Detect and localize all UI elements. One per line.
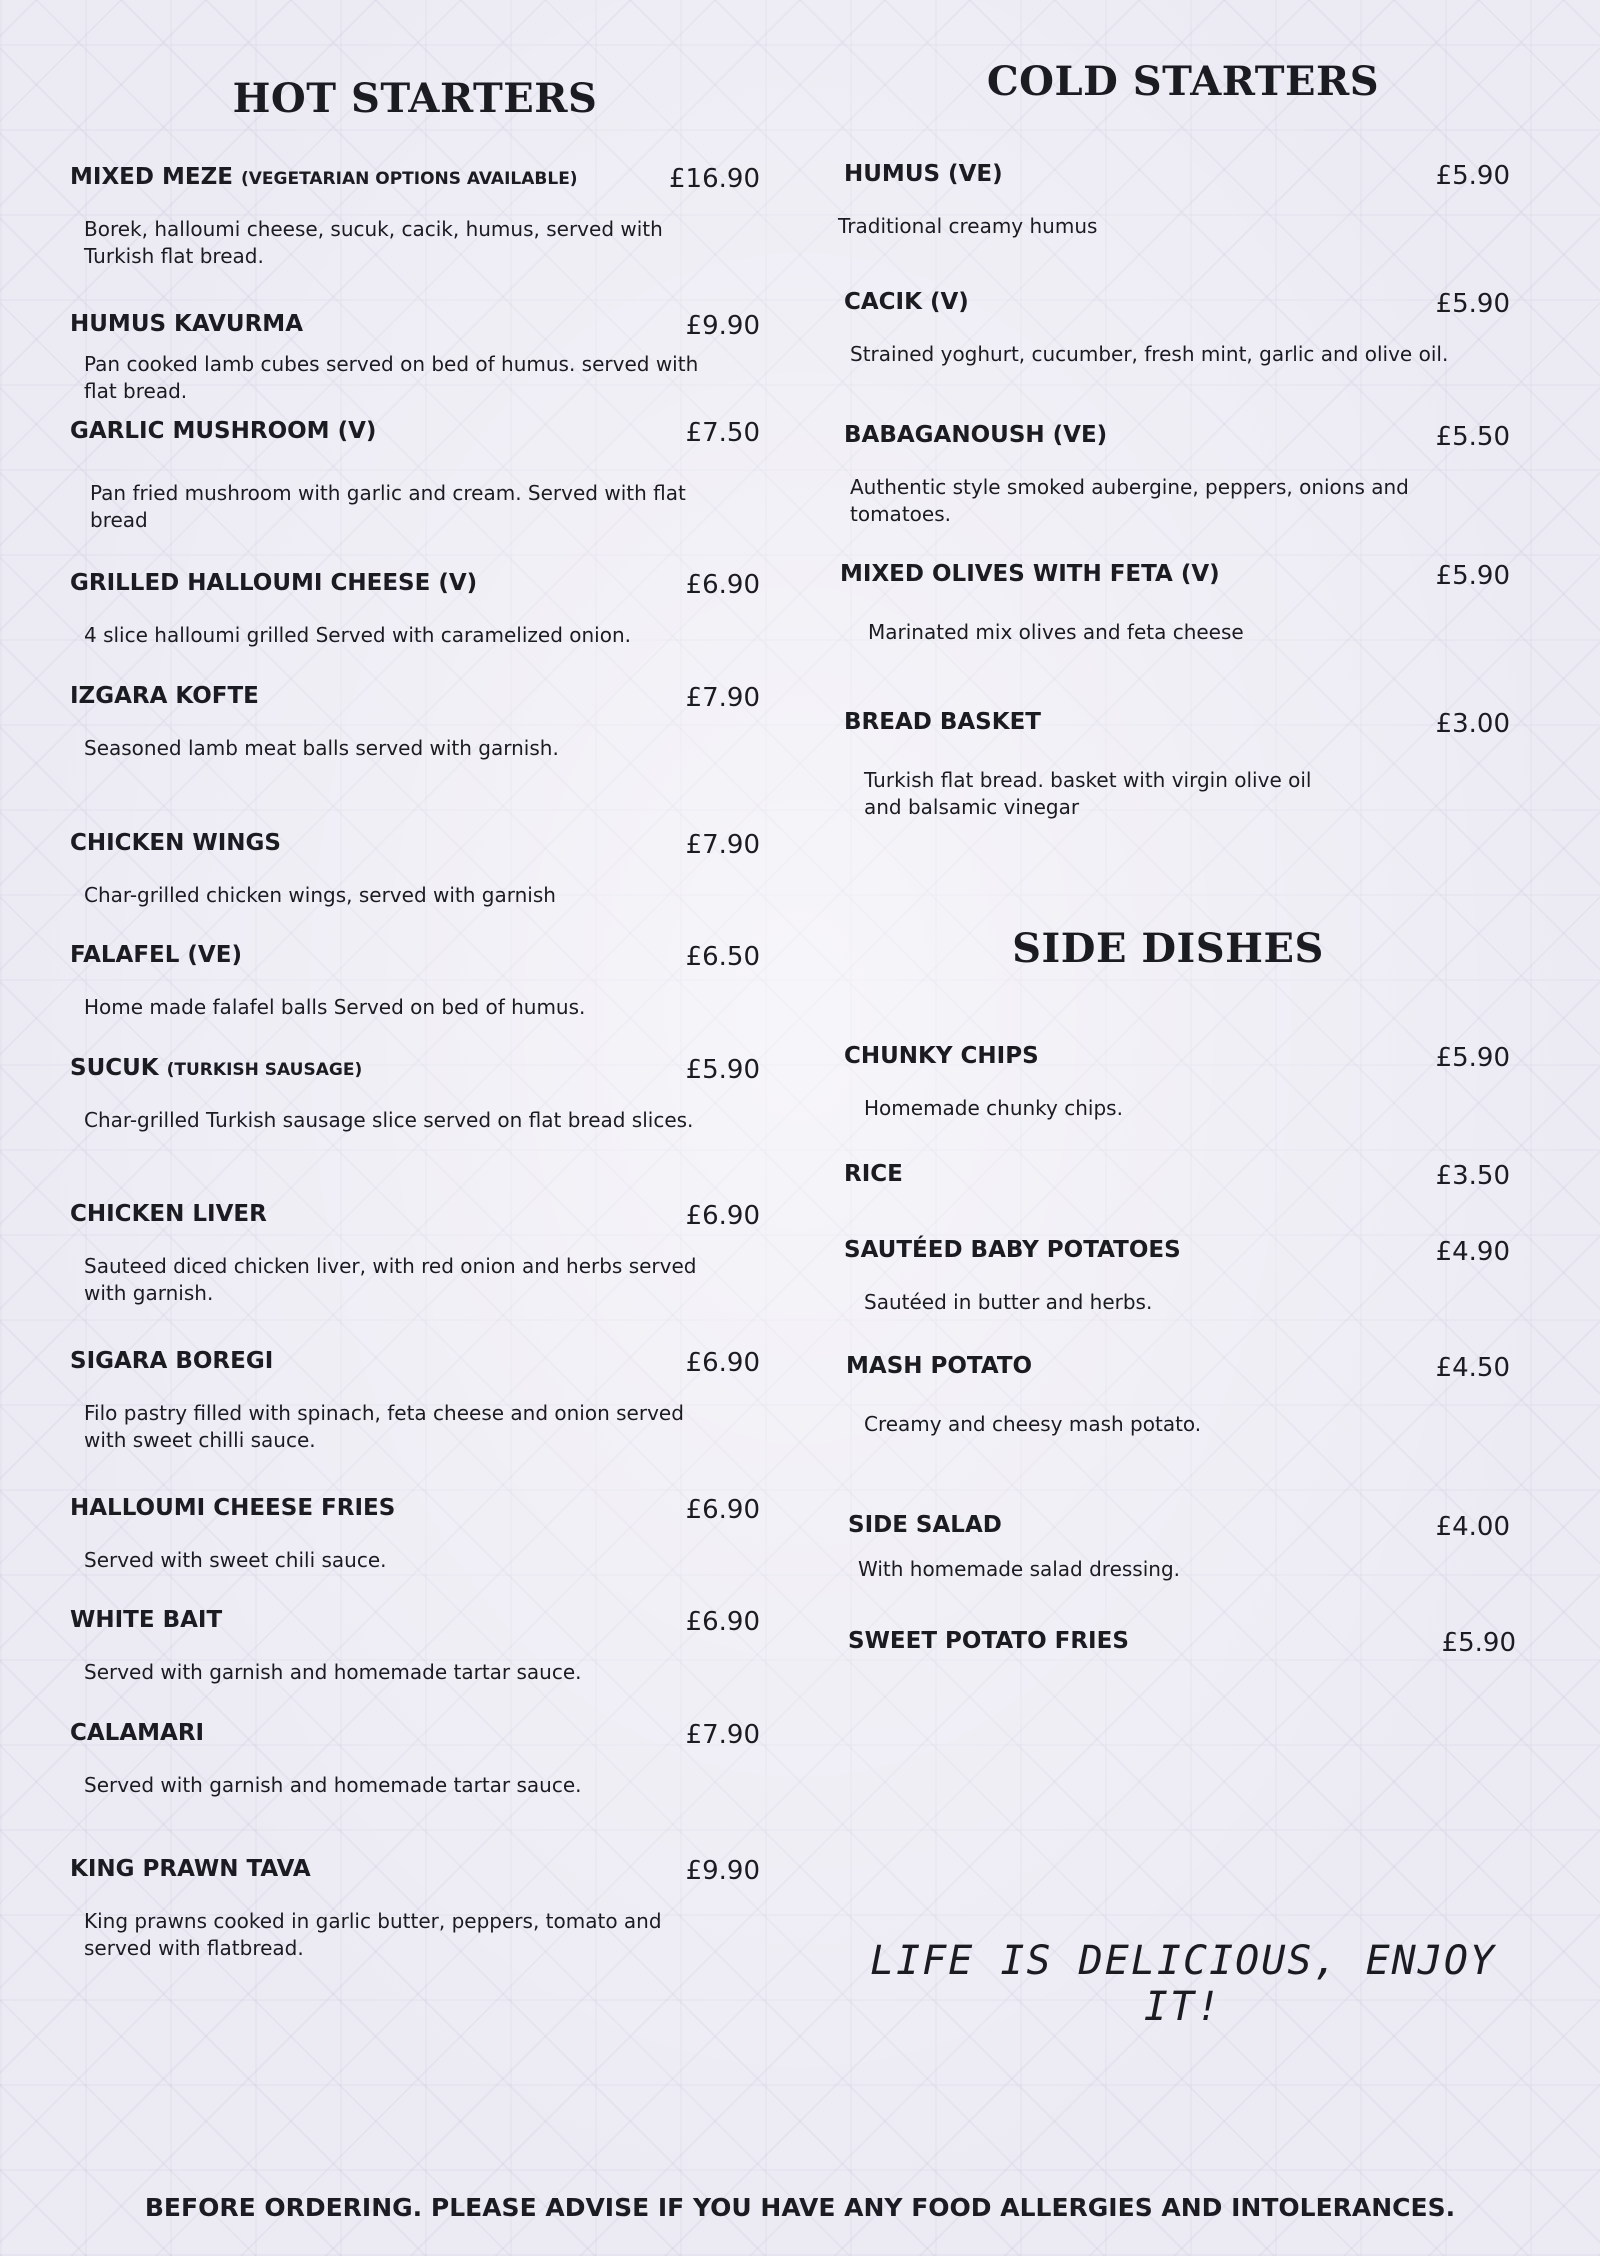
item-name: CALAMARI: [70, 1720, 205, 1746]
item-name: MASH POTATO: [846, 1353, 1033, 1379]
item-name: CHICKEN LIVER: [70, 1201, 267, 1227]
item-name: FALAFEL (VE): [70, 942, 242, 968]
item-price: £9.90: [685, 1856, 760, 1886]
item-name: SWEET POTATO FRIES: [848, 1628, 1129, 1654]
item-description: Authentic style smoked aubergine, peppers, onions and tomatoes.: [850, 475, 1409, 526]
allergy-notice: BEFORE ORDERING. PLEASE ADVISE IF YOU HAVE ANY FOOD ALLERGIES AND INTOLERANCES.: [144, 2193, 1456, 2222]
item-price: £6.90: [685, 1495, 760, 1525]
item-description: Served with garnish and homemade tartar sauce.: [84, 1773, 582, 1797]
item-name: WHITE BAIT: [70, 1607, 223, 1633]
item-description: 4 slice halloumi grilled Served with caramelized onion.: [84, 623, 632, 647]
menu-item-cacik: [838, 289, 1528, 368]
item-price: £7.90: [685, 1720, 760, 1750]
menu-item-izgara-kofte: [70, 683, 760, 762]
menu-item-side-salad: [838, 1512, 1528, 1583]
item-price: £7.50: [685, 418, 760, 448]
item-description: With homemade salad dressing.: [858, 1557, 1181, 1581]
menu-item-mash-potato: [838, 1353, 1528, 1438]
hot-starters-title: HOT STARTERS: [232, 75, 598, 122]
menu-item-calamari: [70, 1720, 760, 1799]
item-price: £5.90: [685, 1055, 760, 1085]
item-price: £5.90: [1435, 561, 1510, 591]
item-price: £5.50: [1435, 422, 1510, 452]
item-description: Home made falafel balls Served on bed of humus.: [84, 995, 586, 1019]
tagline: LIFE IS DELICIOUS, ENJOY IT!: [870, 1938, 1496, 2030]
item-description: Char-grilled Turkish sausage slice served on flat bread slices.: [84, 1108, 694, 1132]
menu-item-sauteed-baby-potatoes: [838, 1237, 1528, 1316]
menu-item-mixed-olives: [838, 561, 1528, 646]
item-price: £7.90: [685, 830, 760, 860]
item-price: £6.90: [685, 1607, 760, 1637]
item-description: Homemade chunky chips.: [864, 1096, 1123, 1120]
item-description: Marinated mix olives and feta cheese: [868, 620, 1244, 644]
item-price: £5.90: [1435, 161, 1510, 191]
item-description: Filo pastry filled with spinach, feta cheese and onion served with sweet chilli sauce.: [84, 1401, 684, 1452]
menu-item-garlic-mushroom: [70, 418, 760, 534]
menu-item-sigara-boregi: [70, 1348, 760, 1454]
item-description: Sautéed in butter and herbs.: [864, 1290, 1153, 1314]
menu-item-rice: [838, 1161, 1528, 1201]
menu-item-humus-kavurma: [70, 311, 760, 405]
item-description: King prawns cooked in garlic butter, peppers, tomato and served with flatbread.: [84, 1909, 662, 1960]
item-name: CHICKEN WINGS: [70, 830, 281, 856]
menu-item-sweet-potato-fries: [838, 1628, 1528, 1668]
item-name: CACIK (V): [844, 289, 969, 315]
item-name: SAUTÉED BABY POTATOES: [844, 1237, 1181, 1263]
menu-item-king-prawn-tava: [70, 1856, 760, 1962]
item-description: Borek, halloumi cheese, sucuk, cacik, humus, served with Turkish flat bread.: [84, 217, 663, 268]
menu-item-babaganoush: [838, 422, 1528, 528]
menu-item-falafel: [70, 942, 760, 1021]
item-name: MIXED OLIVES WITH FETA (V): [840, 561, 1220, 587]
item-price: £5.90: [1435, 289, 1510, 319]
item-description: Sauteed diced chicken liver, with red onion and herbs served with garnish.: [84, 1254, 697, 1305]
item-description: Char-grilled chicken wings, served with garnish: [84, 883, 556, 907]
side-dishes-title: SIDE DISHES: [1012, 925, 1324, 972]
menu-item-mixed-meze: [70, 164, 760, 270]
item-name: HUMUS KAVURMA: [70, 311, 303, 337]
item-name: GARLIC MUSHROOM (V): [70, 418, 377, 444]
menu-item-bread-basket: [838, 709, 1528, 821]
item-price: £6.90: [685, 1201, 760, 1231]
item-name: IZGARA KOFTE: [70, 683, 259, 709]
item-description: Pan cooked lamb cubes served on bed of humus. served with flat bread.: [84, 352, 699, 403]
menu-item-chicken-liver: [70, 1201, 760, 1307]
menu-item-halloumi-fries: [70, 1495, 760, 1574]
item-name: SIDE SALAD: [848, 1512, 1002, 1538]
item-name: RICE: [844, 1161, 903, 1187]
item-name: CHUNKY CHIPS: [844, 1043, 1039, 1069]
item-name: HUMUS (VE): [844, 161, 1003, 187]
item-description: Served with sweet chili sauce.: [84, 1548, 387, 1572]
menu-item-grilled-halloumi: [70, 570, 760, 649]
item-price: £4.90: [1435, 1237, 1510, 1267]
item-price: £4.00: [1435, 1512, 1510, 1542]
item-description: Strained yoghurt, cucumber, fresh mint, garlic and olive oil.: [850, 342, 1449, 366]
item-price: £5.90: [1435, 1043, 1510, 1073]
item-price: £5.90: [1441, 1628, 1516, 1658]
item-price: £7.90: [685, 683, 760, 713]
menu-item-sucuk: [70, 1055, 760, 1134]
item-price: £3.00: [1435, 709, 1510, 739]
item-description: Seasoned lamb meat balls served with garnish.: [84, 736, 559, 760]
item-price: £9.90: [685, 311, 760, 341]
item-name: MIXED MEZE (VEGETARIAN OPTIONS AVAILABLE): [70, 164, 578, 190]
menu-item-chicken-wings: [70, 830, 760, 909]
item-name: BABAGANOUSH (VE): [844, 422, 1108, 448]
item-name: KING PRAWN TAVA: [70, 1856, 311, 1882]
menu-item-humus: [838, 161, 1528, 240]
cold-starters-title: COLD STARTERS: [986, 58, 1380, 105]
item-name: SIGARA BOREGI: [70, 1348, 274, 1374]
item-description: Traditional creamy humus: [838, 214, 1098, 238]
item-price: £6.90: [685, 1348, 760, 1378]
item-description: Pan fried mushroom with garlic and cream. Served with flat bread: [90, 481, 686, 532]
item-description: Served with garnish and homemade tartar sauce.: [84, 1660, 582, 1684]
item-price: £6.90: [685, 570, 760, 600]
item-description: Creamy and cheesy mash potato.: [864, 1412, 1202, 1436]
menu-item-white-bait: [70, 1607, 760, 1686]
item-name: GRILLED HALLOUMI CHEESE (V): [70, 570, 478, 596]
item-price: £6.50: [685, 942, 760, 972]
item-price: £3.50: [1435, 1161, 1510, 1191]
item-description: Turkish flat bread. basket with virgin olive oil and balsamic vinegar: [864, 768, 1312, 819]
item-price: £4.50: [1435, 1353, 1510, 1383]
item-price: £16.90: [669, 164, 760, 194]
menu-item-chunky-chips: [838, 1043, 1528, 1122]
item-name: HALLOUMI CHEESE FRIES: [70, 1495, 396, 1521]
item-name: BREAD BASKET: [844, 709, 1041, 735]
item-name: SUCUK (TURKISH SAUSAGE): [70, 1055, 363, 1081]
